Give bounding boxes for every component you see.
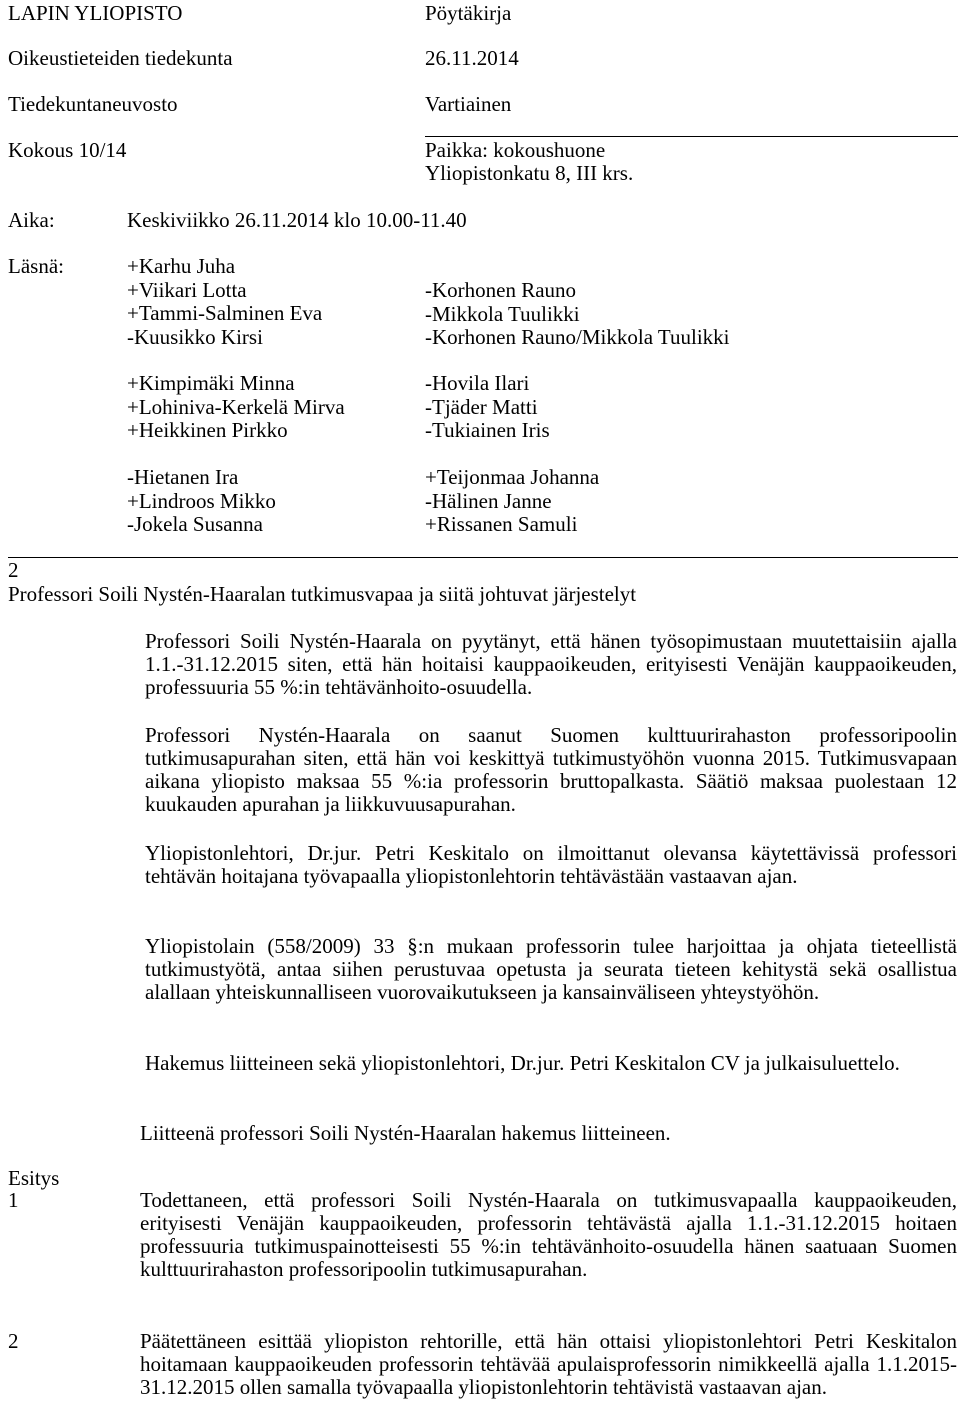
proposal-item-number: 2	[8, 1329, 19, 1353]
time-value: Keskiviikko 26.11.2014 klo 10.00-11.40	[127, 208, 467, 232]
header-divider	[425, 136, 958, 137]
proposal-label: Esitys	[8, 1166, 60, 1190]
attendees-group3-right	[425, 466, 599, 537]
attendee: +Lindroos Mikko	[127, 488, 276, 513]
proposal-item-text: Todettaneen, että professori Soili Nystén-Haarala on tutkimusvapaalla kauppaoikeuden, erityisesti Venäjän kauppaoikeuden, professorin tehtävästä ajalla 1.1.-31.12.2015 hoitaen professuuria tutkimuspainotteisesti 55 %:in tehtävänhoito-osuudella hänen saatuaan Suomen kulttuurirahaston professoripoolin tutkimusapurahan.	[140, 1188, 957, 1281]
present-label: Läsnä:	[8, 254, 64, 278]
meeting-date: 26.11.2014	[425, 46, 519, 70]
attendees-group1-left	[127, 255, 322, 349]
meeting-number: Kokous 10/14	[8, 138, 127, 162]
attendee: +Teijonmaa Johanna	[425, 465, 600, 489]
attendee: +Karhu Juha	[127, 254, 236, 278]
attendee: -Kuusikko Kirsi	[127, 324, 263, 349]
section-title: Professori Soili Nystén-Haaralan tutkimusvapaa ja siitä johtuvat järjestelyt	[8, 582, 637, 606]
attendee: -Mikkola Tuulikki	[425, 301, 580, 326]
attendees-group2-left	[127, 372, 345, 443]
attendee: +Lohiniva-Kerkelä Mirva	[127, 394, 345, 419]
meeting-address: Yliopistonkatu 8, III krs.	[425, 161, 634, 185]
attachment-note: Liitteenä professori Soili Nystén-Haaralan hakemus liitteineen.	[140, 1121, 671, 1145]
attendee: -Korhonen Rauno	[425, 278, 577, 302]
time-label: Aika:	[8, 208, 55, 232]
paragraph: Hakemus liitteineen sekä yliopistonlehtori, Dr.jur. Petri Keskitalon CV ja julkaisuluettelo.	[145, 1051, 900, 1075]
attendee: -Jokela Susanna	[127, 512, 263, 536]
paragraph: Yliopistolain (558/2009) 33 §:n mukaan professorin tulee harjoittaa ja ohjata tieteellistä tutkimustyötä, antaa siihen perustuvaa opetusta ja seurata tieteen kehitystä sekä osallistua alallaan yhteiskunnalliseen vuorovaikutukseen ja kansainväliseen yhteystyöhön.	[145, 934, 957, 1004]
attendee: -Hälinen Janne	[425, 488, 552, 513]
attendee: -Korhonen Rauno/Mikkola Tuulikki	[425, 325, 730, 349]
attendees-group1-right	[425, 279, 730, 350]
faculty-name: Oikeustieteiden tiedekunta	[8, 46, 233, 70]
paragraph: Professori Soili Nystén-Haarala on pyytänyt, että hänen työsopimustaan muutettaisiin ajalla 1.1.-31.12.2015 siten, että hän hoitaisi kauppaoikeuden, erityisesti Venäjän kauppaoikeuden, professuuria 55 %:in tehtävänhoito-osuudella.	[145, 629, 957, 699]
attendee: -Hietanen Ira	[127, 465, 239, 489]
attendee: +Tammi-Salminen Eva	[127, 301, 323, 325]
council-name: Tiedekuntaneuvosto	[8, 92, 178, 116]
section-number: 2	[8, 558, 19, 582]
organization-name: LAPIN YLIOPISTO	[8, 1, 183, 25]
attendee: +Heikkinen Pirkko	[127, 418, 288, 442]
attendee: -Tukiainen Iris	[425, 418, 550, 442]
meeting-place: Paikka: kokoushuone	[425, 138, 606, 162]
document-type: Pöytäkirja	[425, 1, 512, 25]
attendees-group2-right	[425, 372, 550, 443]
proposal-item-text: Päätettäneen esittää yliopiston rehtorille, että hän ottaisi yliopistonlehtori Petri Keskitalon hoitamaan kauppaoikeuden professorin tehtävää apulaisprofessorin nimikkeellä ajalla 1.1.2015-31.12.2015 ollen samalla työvapaalla yliopistonlehtorin tehtävistä vastaavan ajan.	[140, 1329, 957, 1399]
attendee: -Hovila Ilari	[425, 371, 530, 395]
section-divider	[8, 557, 958, 558]
attendee: +Rissanen Samuli	[425, 512, 578, 536]
document-status: Vartiainen	[425, 92, 512, 116]
attendees-group3-left	[127, 466, 276, 537]
paragraph: Professori Nystén-Haarala on saanut Suomen kulttuurirahaston professoripoolin tutkimusapurahan siten, että hän voi keskittyä tutkimustyöhön vuonna 2015. Tutkimusvapaan aikana yliopisto maksaa 55 %:ia professorin bruttopalkasta. Säätiö maksaa puolestaan 12 kuukauden apurahan ja liikkuvuusapurahan.	[145, 723, 957, 816]
attendee: -Tjäder Matti	[425, 394, 538, 419]
attendee: +Kimpimäki Minna	[127, 371, 295, 395]
attendee: +Viikari Lotta	[127, 277, 247, 302]
paragraph: Yliopistonlehtori, Dr.jur. Petri Keskitalo on ilmoittanut olevansa käytettävissä professori tehtävän hoitajana työvapaalla yliopistonlehtorin tehtävästään vastaavan ajan.	[145, 841, 957, 888]
proposal-item-number: 1	[8, 1188, 19, 1212]
